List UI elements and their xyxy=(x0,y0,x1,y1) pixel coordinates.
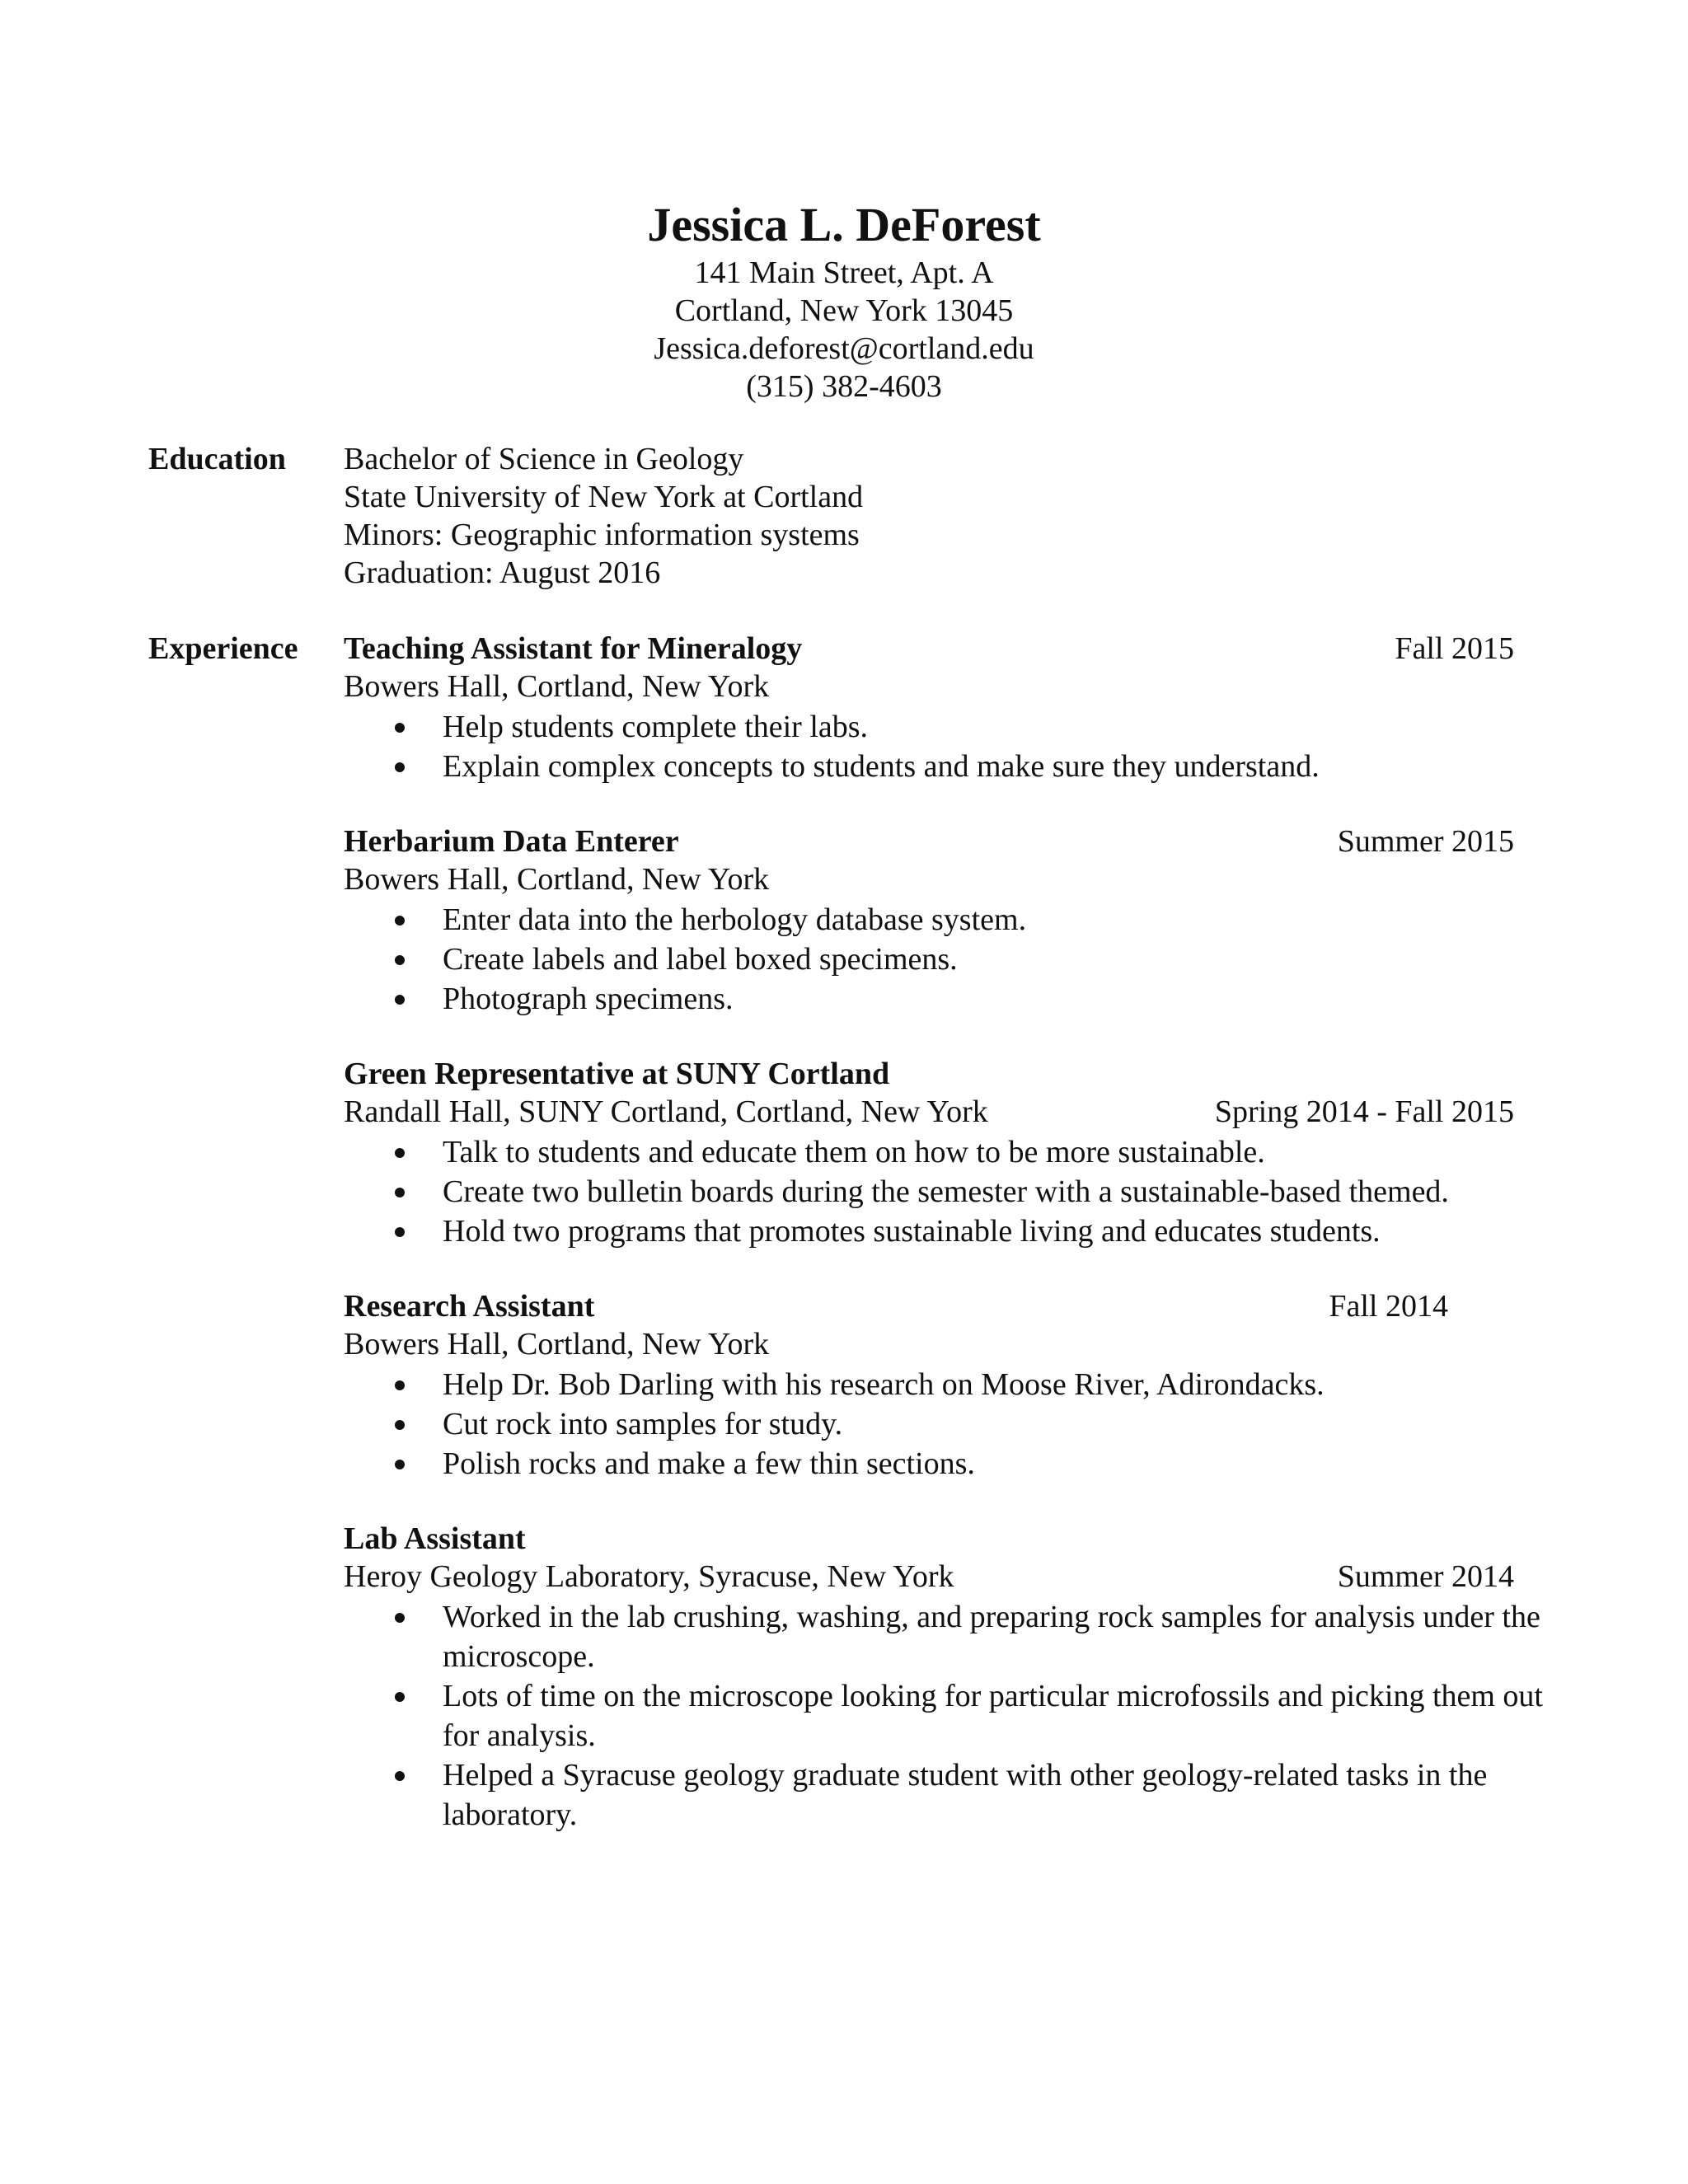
bullet-icon xyxy=(395,1380,405,1390)
email-address: Jessica.deforest@cortland.edu xyxy=(654,331,1034,366)
job-entry xyxy=(344,1055,1514,1251)
job-title: Herbarium Data Enterer xyxy=(344,824,679,859)
job-location: Bowers Hall, Cortland, New York xyxy=(344,669,770,704)
list-item: Help Dr. Bob Darling with his research on Moose River, Adirondacks. xyxy=(344,1365,1547,1404)
job-duties xyxy=(344,1365,1514,1483)
job-location: Bowers Hall, Cortland, New York xyxy=(344,1327,770,1361)
candidate-name: Jessica L. DeForest xyxy=(647,198,1041,251)
bullet-icon xyxy=(395,1148,405,1158)
job-entry xyxy=(344,1287,1514,1483)
list-item: Help students complete their labs. xyxy=(344,707,1547,747)
education-school: State University of New York at Cortland xyxy=(344,480,864,514)
job-date: Summer 2015 xyxy=(1337,824,1514,859)
bullet-icon xyxy=(395,1613,405,1623)
bullet-icon xyxy=(395,995,405,1005)
job-date: Fall 2015 xyxy=(1395,631,1514,666)
education-minors: Minors: Geographic information systems xyxy=(344,518,860,552)
job-entry xyxy=(344,630,1514,786)
resume-header xyxy=(0,196,1688,405)
bullet-icon xyxy=(395,916,405,926)
list-item: Hold two programs that promotes sustainable living and educates students. xyxy=(344,1212,1547,1251)
bullet-icon xyxy=(395,1460,405,1469)
list-item: Create labels and label boxed specimens. xyxy=(344,940,1547,979)
education-graduation: Graduation: August 2016 xyxy=(344,555,661,590)
education-label: Education xyxy=(148,442,286,476)
education-degree: Bachelor of Science in Geology xyxy=(344,442,744,476)
job-date: Spring 2014 - Fall 2015 xyxy=(1214,1094,1514,1129)
bullet-icon xyxy=(395,723,405,733)
list-item: Lots of time on the microscope looking for particular microfossils and picking them out for analysis. xyxy=(344,1676,1547,1755)
job-title: Green Representative at SUNY Cortland xyxy=(344,1057,890,1091)
job-entry xyxy=(344,1520,1543,1835)
job-location: Randall Hall, SUNY Cortland, Cortland, New York xyxy=(344,1094,988,1129)
experience-label: Experience xyxy=(148,631,298,666)
job-date: Summer 2014 xyxy=(1337,1559,1514,1594)
list-item: Cut rock into samples for study. xyxy=(344,1404,1547,1444)
bullet-icon xyxy=(395,1692,405,1702)
list-item: Enter data into the herbology database system. xyxy=(344,900,1547,940)
job-title: Research Assistant xyxy=(344,1289,595,1324)
job-duties xyxy=(344,707,1514,786)
bullet-icon xyxy=(395,762,405,772)
bullet-icon xyxy=(395,955,405,965)
job-entry xyxy=(344,823,1514,1019)
list-item: Talk to students and educate them on how to be more sustainable. xyxy=(344,1132,1547,1172)
bullet-icon xyxy=(395,1188,405,1197)
job-title: Lab Assistant xyxy=(344,1521,526,1556)
job-location: Heroy Geology Laboratory, Syracuse, New York xyxy=(344,1559,954,1594)
education-details xyxy=(344,440,1514,592)
bullet-icon xyxy=(395,1420,405,1430)
list-item: Create two bulletin boards during the semester with a sustainable-based themed. xyxy=(344,1172,1547,1212)
job-duties xyxy=(344,900,1514,1019)
bullet-icon xyxy=(395,1771,405,1781)
job-duties xyxy=(344,1597,1543,1835)
list-item: Photograph specimens. xyxy=(344,979,1547,1019)
job-title: Teaching Assistant for Mineralogy xyxy=(344,631,803,666)
phone-number: (315) 382-4603 xyxy=(746,369,942,404)
list-item: Worked in the lab crushing, washing, and preparing rock samples for analysis under the microscope. xyxy=(344,1597,1547,1676)
job-duties xyxy=(344,1132,1514,1251)
address-line-2: Cortland, New York 13045 xyxy=(674,293,1014,328)
job-location: Bowers Hall, Cortland, New York xyxy=(344,862,770,897)
list-item: Helped a Syracuse geology graduate student with other geology-related tasks in the laboratory. xyxy=(344,1755,1547,1835)
job-date: Fall 2014 xyxy=(1329,1289,1448,1324)
address-line-1: 141 Main Street, Apt. A xyxy=(694,255,994,290)
list-item: Polish rocks and make a few thin sections. xyxy=(344,1444,1547,1483)
list-item: Explain complex concepts to students and make sure they understand. xyxy=(344,747,1547,786)
bullet-icon xyxy=(395,1227,405,1237)
